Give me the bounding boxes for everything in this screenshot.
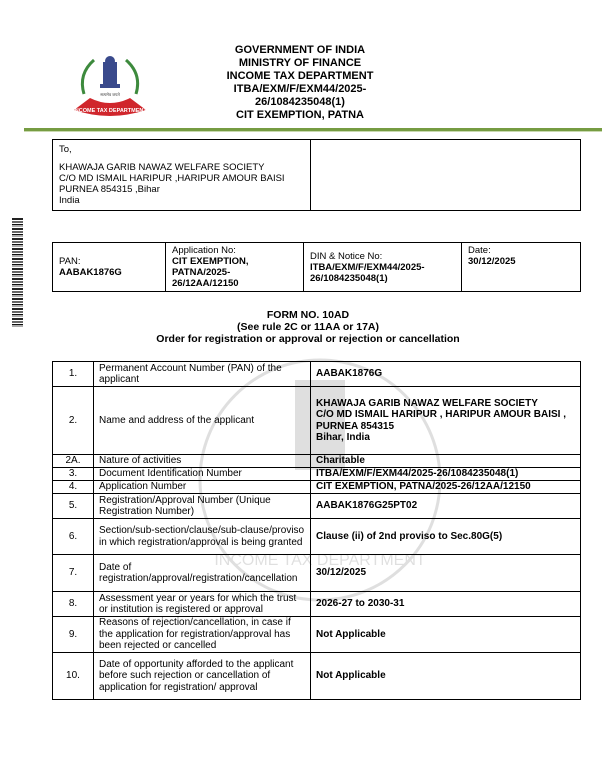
addressee-box bbox=[52, 139, 581, 211]
row-number: 3. bbox=[53, 468, 94, 481]
order-details-table bbox=[52, 361, 581, 700]
row-label: Section/sub-section/clause/sub-clause/proviso in which registration/approval is being granted bbox=[94, 519, 311, 555]
application-value: PATNA/2025- bbox=[172, 267, 231, 278]
address-line: PURNEA 854315 ,Bihar bbox=[59, 184, 160, 195]
row-value: 30/12/2025 bbox=[311, 555, 581, 592]
svg-text:INCOME TAX DEPARTMENT: INCOME TAX DEPARTMENT bbox=[73, 108, 147, 114]
table-row bbox=[53, 617, 581, 653]
header-divider-shadow bbox=[24, 131, 602, 132]
form-description: Order for registration or approval or rejection or cancellation bbox=[156, 333, 460, 345]
row-number: 4. bbox=[53, 481, 94, 494]
table-row bbox=[53, 592, 581, 617]
date-label: Date: bbox=[468, 245, 491, 256]
row-value: Not Applicable bbox=[311, 653, 581, 700]
header-text bbox=[200, 44, 400, 122]
application-value: 26/12AA/12150 bbox=[172, 278, 239, 289]
row-value: ITBA/EXM/F/EXM44/2025-26/1084235048(1) bbox=[311, 468, 581, 481]
to-label: To, bbox=[59, 144, 72, 155]
address-line: KHAWAJA GARIB NAWAZ WELFARE SOCIETY bbox=[59, 162, 265, 173]
application-cell bbox=[166, 243, 304, 292]
application-label: Application No: bbox=[172, 245, 236, 256]
row-label: Application Number bbox=[94, 481, 311, 494]
row-number: 2. bbox=[53, 387, 94, 455]
header-line: INCOME TAX DEPARTMENT bbox=[226, 70, 374, 82]
row-number: 6. bbox=[53, 519, 94, 555]
form-title: FORM NO. 10AD bbox=[266, 309, 350, 321]
table-row bbox=[53, 481, 581, 494]
row-number: 1. bbox=[53, 362, 94, 387]
table-row bbox=[53, 494, 581, 519]
address-line: C/O MD ISMAIL HARIPUR ,HARIPUR AMOUR BAISI bbox=[59, 173, 285, 184]
row-value: CIT EXEMPTION, PATNA/2025-26/12AA/12150 bbox=[311, 481, 581, 494]
row-label: Registration/Approval Number (Unique Registration Number) bbox=[94, 494, 311, 519]
row-label: Assessment year or years for which the trust or institution is registered or approval bbox=[94, 592, 311, 617]
row-number: 2A. bbox=[53, 455, 94, 468]
empty-cell bbox=[311, 140, 581, 211]
svg-text:INCOME TAX DEPARTMENT: INCOME TAX DEPARTMENT bbox=[214, 552, 426, 569]
din-value: ITBA/EXM/F/EXM44/2025- bbox=[310, 261, 425, 273]
table-row bbox=[53, 468, 581, 481]
income-tax-logo-icon bbox=[70, 52, 150, 122]
pan-label: PAN: bbox=[59, 256, 81, 267]
din-cell bbox=[304, 243, 462, 292]
row-value: AABAK1876G25PT02 bbox=[311, 494, 581, 519]
row-number: 10. bbox=[53, 653, 94, 700]
row-label: Nature of activities bbox=[94, 455, 311, 468]
address-line: India bbox=[59, 195, 80, 206]
pan-cell bbox=[53, 243, 166, 292]
row-number: 7. bbox=[53, 555, 94, 592]
table-row bbox=[53, 555, 581, 592]
row-value: Not Applicable bbox=[311, 617, 581, 653]
addressee-cell bbox=[53, 140, 311, 211]
date-value: 30/12/2025 bbox=[468, 256, 516, 267]
form-heading bbox=[0, 309, 616, 345]
row-label: Name and address of the applicant bbox=[94, 387, 311, 455]
pan-value: AABAK1876G bbox=[59, 267, 122, 278]
table-row bbox=[53, 455, 581, 468]
table-row bbox=[53, 519, 581, 555]
form-subtitle: (See rule 2C or 11AA or 17A) bbox=[237, 321, 379, 333]
row-label: Date of opportunity afforded to the applicant before such rejection or cancellation of application for registration/ approval bbox=[94, 653, 311, 700]
row-value: 2026-27 to 2030-31 bbox=[311, 592, 581, 617]
table-row bbox=[53, 653, 581, 700]
din-label: DIN & Notice No: bbox=[310, 250, 383, 262]
reference-info-table bbox=[52, 242, 581, 292]
date-cell bbox=[462, 243, 581, 292]
application-value: CIT EXEMPTION, bbox=[172, 256, 249, 267]
row-label: Date of registration/approval/registration/cancellation bbox=[94, 555, 311, 592]
din-value: 26/1084235048(1) bbox=[310, 272, 388, 284]
row-label: Reasons of rejection/cancellation, in case if the application for registration/approval has been rejected or cancelled bbox=[94, 617, 311, 653]
header-line: 26/1084235048(1) bbox=[255, 96, 345, 108]
header-line: GOVERNMENT OF INDIA bbox=[234, 44, 366, 56]
row-label: Document Identification Number bbox=[94, 468, 311, 481]
table-row bbox=[53, 387, 581, 455]
table-row bbox=[53, 362, 581, 387]
row-number: 8. bbox=[53, 592, 94, 617]
row-value: Clause (ii) of 2nd proviso to Sec.80G(5) bbox=[311, 519, 581, 555]
row-value: Charitable bbox=[311, 455, 581, 468]
row-value: KHAWAJA GARIB NAWAZ WELFARE SOCIETY C/O MD ISMAIL HARIPUR , HARIPUR AMOUR BAISI , PURNEA 854315 Bihar, India bbox=[311, 387, 581, 455]
header-line: ITBA/EXM/F/EXM44/2025- bbox=[233, 83, 367, 95]
row-number: 9. bbox=[53, 617, 94, 653]
row-number: 5. bbox=[53, 494, 94, 519]
header-line: CIT EXEMPTION, PATNA bbox=[236, 109, 364, 121]
svg-text:सत्यमेव जयते: सत्यमेव जयते bbox=[100, 92, 120, 97]
row-label: Permanent Account Number (PAN) of the applicant bbox=[94, 362, 311, 387]
row-value: AABAK1876G bbox=[311, 362, 581, 387]
header-line: MINISTRY OF FINANCE bbox=[238, 57, 362, 69]
